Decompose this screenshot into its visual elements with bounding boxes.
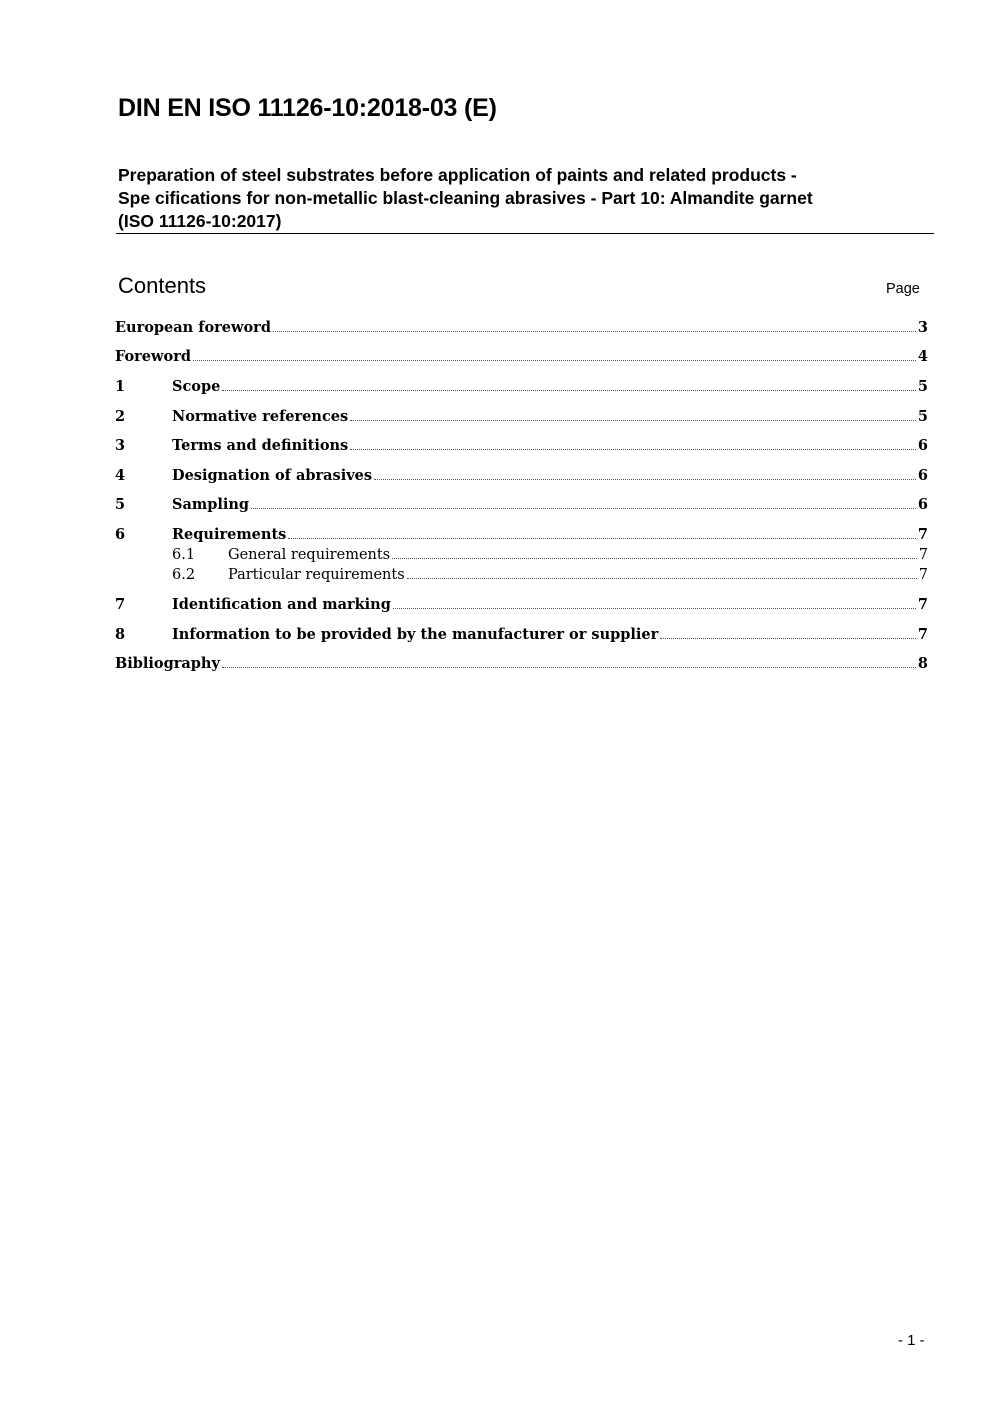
toc-entry-label: European foreword bbox=[115, 319, 271, 336]
toc-dot-leader bbox=[273, 331, 916, 332]
toc-entry-page: 6 bbox=[917, 437, 928, 454]
toc-dot-leader bbox=[374, 479, 916, 480]
toc-entry-requirements[interactable] bbox=[115, 523, 928, 543]
toc-entry-general-requirements[interactable] bbox=[115, 543, 928, 563]
toc-entry-bibliography[interactable] bbox=[115, 652, 928, 672]
toc-entry-scope[interactable] bbox=[115, 375, 928, 395]
toc-entry-page: 7 bbox=[917, 526, 928, 543]
toc-entry-normative-references[interactable] bbox=[115, 405, 928, 425]
document-title bbox=[118, 164, 933, 233]
toc-dot-leader bbox=[407, 578, 917, 579]
toc-entry-number: 6.1 bbox=[172, 547, 196, 563]
toc-entry-page: 5 bbox=[917, 378, 928, 395]
toc-entry-identification-and-marking[interactable] bbox=[115, 593, 928, 613]
toc-entry-label: Designation of abrasives bbox=[172, 467, 373, 484]
toc-entry-label: Identification and marking bbox=[172, 596, 391, 613]
toc-dot-leader bbox=[193, 360, 916, 361]
toc-entry-page: 5 bbox=[917, 408, 928, 425]
toc-dot-leader bbox=[222, 667, 916, 668]
toc-entry-sampling[interactable] bbox=[115, 493, 928, 513]
toc-entry-designation-of-abrasives[interactable] bbox=[115, 464, 928, 484]
toc-entry-european-foreword[interactable] bbox=[115, 316, 928, 336]
toc-entry-label: Information to be provided by the manufacturer or supplier bbox=[172, 626, 659, 643]
toc-entry-label: Requirements bbox=[172, 526, 287, 543]
toc-entry-page: 7 bbox=[918, 547, 928, 563]
toc-dot-leader bbox=[392, 558, 917, 559]
toc-entry-number: 1 bbox=[115, 378, 126, 395]
toc-entry-page: 6 bbox=[917, 467, 928, 484]
toc-entry-label: Particular requirements bbox=[228, 567, 405, 583]
toc-entry-page: 8 bbox=[917, 655, 928, 672]
toc-entry-number: 8 bbox=[115, 626, 126, 643]
contents-heading: Contents bbox=[118, 273, 207, 298]
toc-entry-particular-requirements[interactable] bbox=[115, 563, 928, 583]
toc-entry-page: 4 bbox=[917, 348, 928, 365]
toc-entry-number: 6 bbox=[115, 526, 126, 543]
page-number: - 1 - bbox=[898, 1332, 925, 1349]
toc-entry-page: 7 bbox=[917, 626, 928, 643]
document-number: DIN EN ISO 11126-10:2018-03 (E) bbox=[118, 94, 497, 122]
page-column-label: Page bbox=[886, 281, 920, 297]
toc-dot-leader bbox=[350, 420, 916, 421]
toc-entry-number: 3 bbox=[115, 437, 126, 454]
toc-entry-label: Scope bbox=[172, 378, 221, 395]
toc-entry-foreword[interactable] bbox=[115, 345, 928, 365]
toc-entry-label: Sampling bbox=[172, 496, 250, 513]
toc-dot-leader bbox=[288, 538, 916, 539]
toc-dot-leader bbox=[393, 608, 916, 609]
toc-entry-page: 3 bbox=[917, 319, 928, 336]
toc-entry-page: 7 bbox=[918, 567, 928, 583]
title-line-1: Preparation of steel substrates before application of paints and related products - bbox=[118, 165, 797, 185]
toc-entry-label: Foreword bbox=[115, 348, 191, 365]
toc-entry-number: 4 bbox=[115, 467, 126, 484]
toc-dot-leader bbox=[222, 390, 916, 391]
toc-entry-number: 2 bbox=[115, 408, 126, 425]
toc-entry-terms-and-definitions[interactable] bbox=[115, 434, 928, 454]
toc-entry-label: Normative references bbox=[172, 408, 349, 425]
toc-entry-information-to-be-provided[interactable] bbox=[115, 623, 928, 643]
toc-entry-number: 5 bbox=[115, 496, 126, 513]
title-line-3: (ISO 11126-10:2017) bbox=[118, 211, 282, 231]
toc-entry-label: General requirements bbox=[228, 547, 391, 563]
toc-entry-label: Terms and definitions bbox=[172, 437, 349, 454]
toc-entry-page: 7 bbox=[917, 596, 928, 613]
title-rule bbox=[116, 233, 934, 234]
title-line-2: Spe cifications for non-metallic blast-cleaning abrasives - Part 10: Almandite garnet bbox=[118, 188, 813, 208]
toc-dot-leader bbox=[251, 508, 916, 509]
toc-dot-leader bbox=[660, 638, 916, 639]
toc-entry-number: 6.2 bbox=[172, 567, 196, 583]
toc-entry-page: 6 bbox=[917, 496, 928, 513]
toc-entry-label: Bibliography bbox=[115, 655, 220, 672]
toc-entry-number: 7 bbox=[115, 596, 126, 613]
toc-dot-leader bbox=[350, 449, 916, 450]
